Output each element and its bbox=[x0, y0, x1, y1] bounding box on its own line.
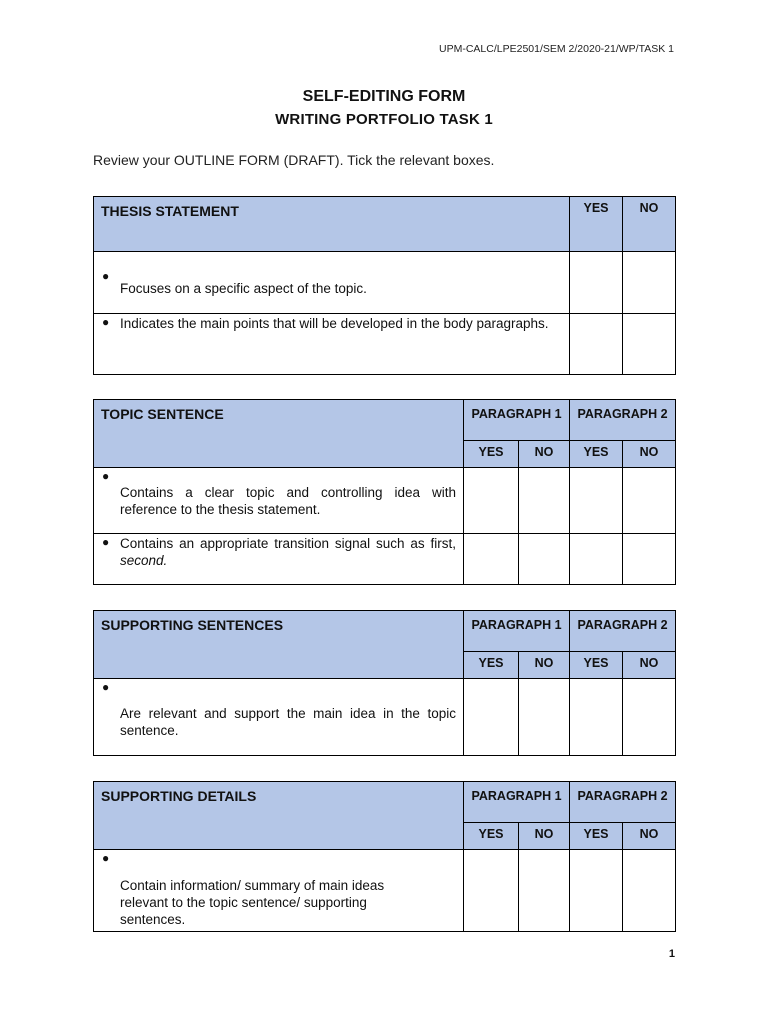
topic-header-cell bbox=[94, 400, 464, 468]
criterion-text: Contains a clear topic and controlling idea with reference to the thesis statement. bbox=[120, 485, 456, 517]
no-label: NO bbox=[534, 445, 554, 459]
yes-checkbox-cell[interactable] bbox=[570, 252, 623, 314]
p1-yes-checkbox-cell[interactable] bbox=[464, 679, 519, 756]
paragraph-1-header bbox=[464, 782, 570, 823]
paragraph-2-header bbox=[570, 782, 676, 823]
criterion-text: Indicates the main points that will be developed in the body paragraphs. bbox=[120, 316, 549, 331]
p2-yes-checkbox-cell[interactable] bbox=[570, 468, 623, 534]
p1-yes-checkbox-cell[interactable] bbox=[464, 850, 519, 932]
no-checkbox-cell[interactable] bbox=[623, 252, 676, 314]
paragraph-2-header bbox=[570, 611, 676, 652]
list-item bbox=[94, 850, 463, 928]
table-row bbox=[94, 534, 676, 585]
yes-header-cell bbox=[570, 441, 623, 468]
no-label: NO bbox=[534, 656, 554, 670]
criterion-cell bbox=[94, 314, 570, 375]
supporting-details-heading: SUPPORTING DETAILS bbox=[101, 788, 257, 804]
yes-label: YES bbox=[583, 656, 609, 670]
paragraph-1-header bbox=[464, 400, 570, 441]
criterion-cell bbox=[94, 468, 464, 534]
thesis-heading: THESIS STATEMENT bbox=[101, 203, 239, 219]
p1-no-checkbox-cell[interactable] bbox=[519, 534, 570, 585]
table-row bbox=[94, 314, 676, 375]
criterion-text: Are relevant and support the main idea in the topic sentence. bbox=[120, 706, 456, 738]
paragraph-1-header bbox=[464, 611, 570, 652]
p1-no-checkbox-cell[interactable] bbox=[519, 679, 570, 756]
p2-no-checkbox-cell[interactable] bbox=[623, 534, 676, 585]
table-row bbox=[94, 850, 676, 932]
p1-no-checkbox-cell[interactable] bbox=[519, 468, 570, 534]
supporting-details-header-cell bbox=[94, 782, 464, 850]
no-header-cell bbox=[519, 441, 570, 468]
paragraph-1-label: PARAGRAPH 1 bbox=[471, 407, 562, 421]
p2-yes-checkbox-cell[interactable] bbox=[570, 850, 623, 932]
table-row bbox=[94, 252, 676, 314]
thesis-statement-table bbox=[93, 196, 676, 375]
table-row bbox=[94, 468, 676, 534]
no-label: NO bbox=[639, 656, 659, 670]
supporting-sentences-heading: SUPPORTING SENTENCES bbox=[101, 617, 284, 633]
table-row bbox=[94, 679, 676, 756]
paragraph-2-label: PARAGRAPH 2 bbox=[577, 789, 668, 803]
p2-no-checkbox-cell[interactable] bbox=[623, 850, 676, 932]
bullet-icon: ● bbox=[102, 851, 110, 865]
no-label: NO bbox=[639, 201, 659, 215]
p2-no-checkbox-cell[interactable] bbox=[623, 679, 676, 756]
yes-label: YES bbox=[478, 827, 504, 841]
yes-label: YES bbox=[583, 445, 609, 459]
yes-label: YES bbox=[478, 656, 504, 670]
bullet-icon: ● bbox=[102, 469, 110, 483]
p2-no-checkbox-cell[interactable] bbox=[623, 468, 676, 534]
topic-sentence-table bbox=[93, 399, 676, 585]
no-label: NO bbox=[639, 445, 659, 459]
paragraph-2-header bbox=[570, 400, 676, 441]
no-header-cell bbox=[623, 441, 676, 468]
paragraph-2-label: PARAGRAPH 2 bbox=[577, 407, 668, 421]
bullet-icon: ● bbox=[102, 680, 110, 694]
no-label: NO bbox=[534, 827, 554, 841]
supporting-sentences-table bbox=[93, 610, 676, 756]
page-number: 1 bbox=[668, 948, 675, 960]
thesis-header-cell bbox=[94, 197, 570, 252]
yes-label: YES bbox=[583, 827, 609, 841]
list-item bbox=[94, 468, 463, 518]
criterion-cell bbox=[94, 850, 464, 932]
list-item bbox=[94, 268, 569, 297]
no-header-cell bbox=[519, 823, 570, 850]
criterion-cell bbox=[94, 252, 570, 314]
no-header-cell bbox=[623, 652, 676, 679]
paragraph-1-label: PARAGRAPH 1 bbox=[471, 789, 562, 803]
bullet-icon: ● bbox=[102, 315, 110, 329]
p1-yes-checkbox-cell[interactable] bbox=[464, 468, 519, 534]
document-code: UPM-CALC/LPE2501/SEM 2/2020-21/WP/TASK 1 bbox=[439, 43, 674, 55]
criterion-cell bbox=[94, 534, 464, 585]
yes-header-cell bbox=[570, 197, 623, 252]
list-item bbox=[94, 534, 463, 569]
yes-header-cell bbox=[570, 823, 623, 850]
yes-header-cell bbox=[570, 652, 623, 679]
paragraph-1-label: PARAGRAPH 1 bbox=[471, 618, 562, 632]
criterion-text-italic: second. bbox=[120, 553, 168, 568]
paragraph-2-label: PARAGRAPH 2 bbox=[577, 618, 668, 632]
p1-yes-checkbox-cell[interactable] bbox=[464, 534, 519, 585]
p1-no-checkbox-cell[interactable] bbox=[519, 850, 570, 932]
yes-label: YES bbox=[478, 445, 504, 459]
instruction-text: Review your OUTLINE FORM (DRAFT). Tick the relevant boxes. bbox=[93, 152, 495, 168]
no-header-cell bbox=[623, 197, 676, 252]
no-checkbox-cell[interactable] bbox=[623, 314, 676, 375]
list-item bbox=[94, 314, 569, 332]
yes-header-cell bbox=[464, 652, 519, 679]
topic-heading: TOPIC SENTENCE bbox=[101, 406, 224, 422]
criterion-cell bbox=[94, 679, 464, 756]
supporting-details-table bbox=[93, 781, 676, 932]
list-item bbox=[94, 679, 463, 739]
yes-label: YES bbox=[583, 201, 609, 215]
p2-yes-checkbox-cell[interactable] bbox=[570, 534, 623, 585]
criterion-text: Focuses on a specific aspect of the topic. bbox=[120, 281, 367, 296]
no-header-cell bbox=[519, 652, 570, 679]
bullet-icon: ● bbox=[102, 269, 110, 283]
page-title: SELF-EDITING FORM bbox=[302, 88, 466, 105]
criterion-text: Contains an appropriate transition signal such as first, bbox=[120, 536, 456, 551]
p2-yes-checkbox-cell[interactable] bbox=[570, 679, 623, 756]
page-subtitle: WRITING PORTFOLIO TASK 1 bbox=[275, 111, 493, 128]
no-header-cell bbox=[623, 823, 676, 850]
no-label: NO bbox=[639, 827, 659, 841]
yes-header-cell bbox=[464, 441, 519, 468]
bullet-icon: ● bbox=[102, 535, 110, 549]
yes-checkbox-cell[interactable] bbox=[570, 314, 623, 375]
supporting-sentences-header-cell bbox=[94, 611, 464, 679]
criterion-text: Contain information/ summary of main ideas relevant to the topic sentence/ supporting sentences. bbox=[120, 878, 385, 927]
yes-header-cell bbox=[464, 823, 519, 850]
